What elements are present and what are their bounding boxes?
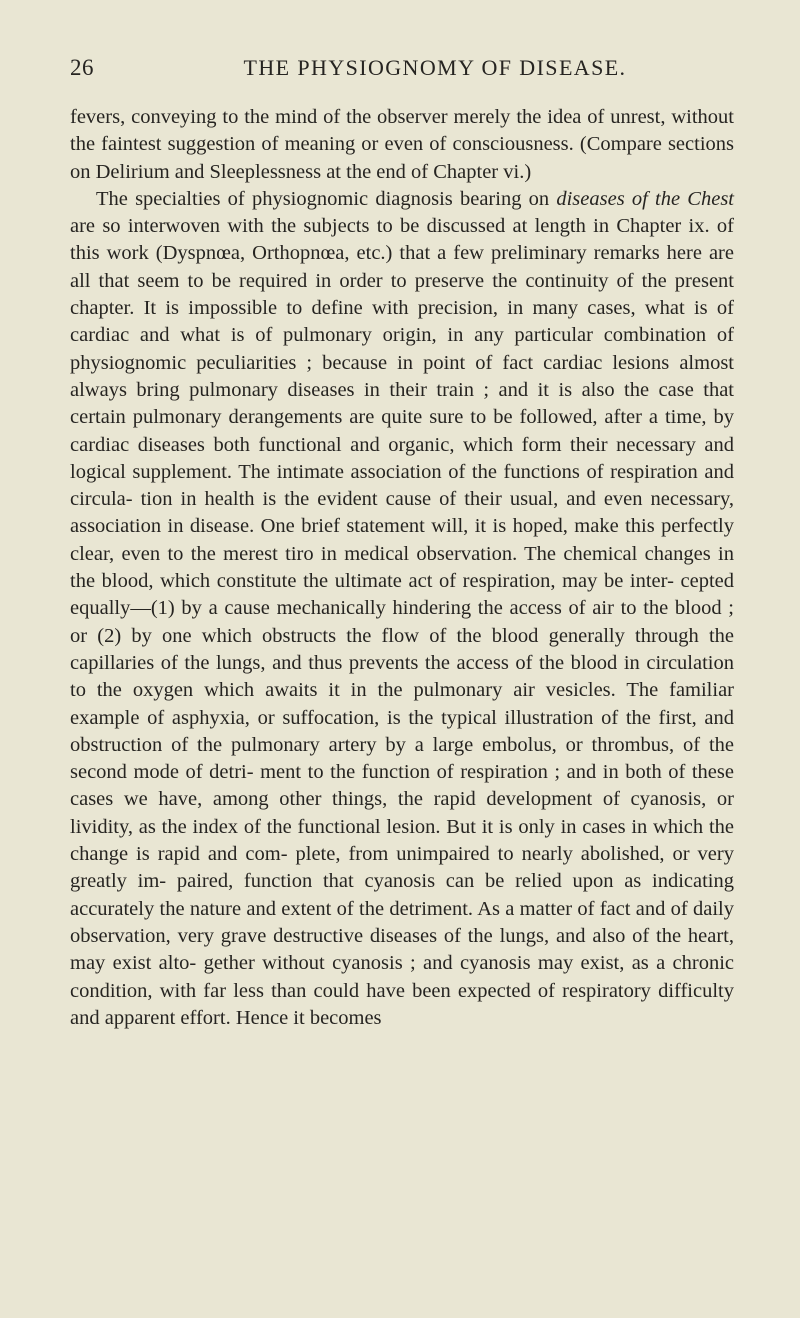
page-number: 26	[70, 55, 94, 80]
paragraph	[70, 186, 734, 1032]
page-header	[70, 55, 740, 83]
paragraph-text: are so interwoven with the subjects to be discussed at length in Chapter ix. of this work (Dyspnœa, Orthopnœa, etc.) that a few preliminary remarks here are all that seem to be required in order to preserve the continuity of the present chapter. It is impossible to define with precision, in many cases, what is of cardiac and what is of pulmonary origin, in any particular combination of physiognomic peculiarities ; because in point of fact cardiac lesions almost always bring pulmonary diseases in their train ; and it is also the case that certain pulmonary derangements are quite sure to be followed, after a time, by cardiac diseases both functional and organic, which form their necessary and logical supplement. The intimate association of the functions of respiration and circula- tion in health is the evident cause of their usual, and even necessary, association in disease. One brief statement will, it is hoped, make this perfectly clear, even to the merest tiro in medical observation. The chemical changes in the blood, which constitute the ultimate act of respiration, may be inter- cepted equally—(1) by a cause mechanically hindering the access of air to the blood ; or (2) by one which obstructs the flow of the blood generally through the capillaries of the lungs, and thus prevents the access of the blood in circulation to the oxygen which awaits it in the pulmonary air vesicles. The familiar example of asphyxia, or suffocation, is the typical illustration of the first, and obstruction of the pulmonary artery by a large embolus, or thrombus, of the second mode of detri- ment to the function of respiration ; and in both of these cases we have, among other things, the rapid development of cyanosis, or lividity, as the index of the functional lesion. But it is only in cases in which the change is rapid and com- plete, from unimpaired to nearly abolished, or very greatly im- paired, function that cyanosis can be relied upon as indicating accurately the nature and extent of the detriment. As a matter of fact and of daily observation, very grave destructive diseases of the lungs, and also of the heart, may exist alto- gether without cyanosis ; and cyanosis may exist, as a chronic condition, with far less than could have been expected of respiratory difficulty and apparent effort. Hence it becomes	[70, 215, 734, 1029]
running-title: THE PHYSIOGNOMY OF DISEASE.	[243, 55, 627, 80]
paragraph-text: fevers, conveying to the mind of the observer merely the idea of unrest, without the faintest suggestion of meaning or even of consciousness. (Compare sections on Delirium and Sleeplessness at the end of Chapter vi.)	[70, 106, 734, 183]
paragraph	[70, 104, 734, 186]
paragraph-text: The specialties of physiognomic diagnosis bearing on	[96, 187, 557, 210]
body-text	[70, 104, 734, 1032]
emphasized-text: diseases of the Chest	[556, 187, 734, 210]
